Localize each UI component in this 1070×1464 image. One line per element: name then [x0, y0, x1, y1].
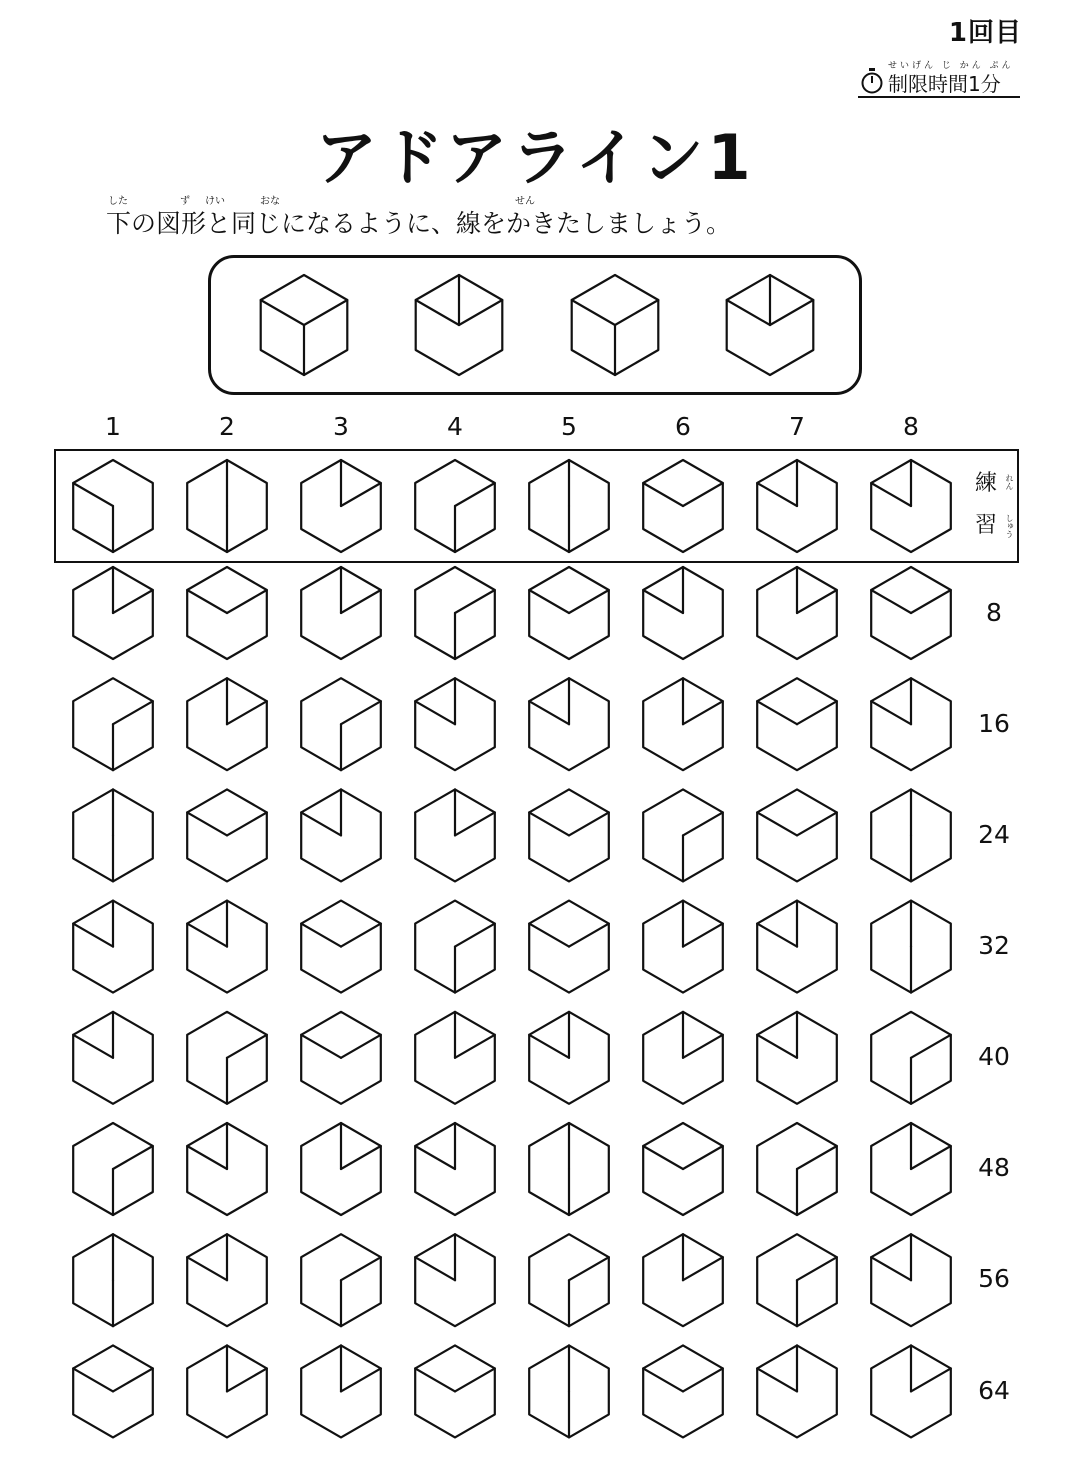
hexagon-line [113, 1146, 153, 1169]
problem-figure-r5-c2 [187, 1012, 267, 1104]
problem-figure-r2-c8 [871, 678, 951, 770]
hexagon-line [569, 812, 609, 835]
hexagon-line [227, 701, 267, 724]
ruby-shita: した [108, 196, 128, 207]
hexagon-line [341, 701, 381, 724]
problem-figure-r7-c8 [871, 1234, 951, 1326]
hexagon-line [572, 300, 615, 325]
hexagon-line [187, 924, 227, 947]
practice-figure-7 [757, 460, 837, 552]
hexagon-line [529, 924, 569, 947]
practice-figure-5 [529, 460, 609, 552]
problem-figure-r7-c5 [529, 1234, 609, 1326]
row-count-64: 64 [978, 1376, 1010, 1405]
hexagon-line [871, 701, 911, 724]
problem-figure-r6-c2 [187, 1123, 267, 1215]
hexagon-line [757, 701, 797, 724]
hexagon-line [261, 300, 304, 325]
practice-ruby-top: れん [1005, 474, 1014, 490]
problem-figure-r7-c2 [187, 1234, 267, 1326]
problem-figure-r3-c5 [529, 789, 609, 881]
hexagon-line [683, 1368, 723, 1391]
hexagon-line [415, 1257, 455, 1280]
ruby-zu: ず [180, 196, 190, 207]
hexagon-line [683, 812, 723, 835]
hexagon-line [113, 590, 153, 613]
problem-figure-r6-c3 [301, 1123, 381, 1215]
row-count-40: 40 [978, 1042, 1010, 1071]
example-figure-2 [416, 275, 503, 375]
problem-figure-r4-c6 [643, 901, 723, 993]
problem-figure-r6-c8 [871, 1123, 951, 1215]
problem-figure-r5-c5 [529, 1012, 609, 1104]
hexagon-line [797, 1146, 837, 1169]
column-label-6: 6 [675, 412, 691, 441]
hexagon-line [455, 590, 495, 613]
problem-figure-r1-c3 [301, 567, 381, 659]
hexagon-line [227, 590, 267, 613]
problem-figure-r8-c3 [301, 1345, 381, 1437]
problem-figure-r5-c3 [301, 1012, 381, 1104]
problem-figure-r5-c6 [643, 1012, 723, 1104]
problem-figure-r1-c2 [187, 567, 267, 659]
hexagon-line [455, 483, 495, 506]
practice-figure-2 [187, 460, 267, 552]
hexagon-line [113, 1368, 153, 1391]
row-count-32: 32 [978, 931, 1010, 960]
hexagon-line [643, 483, 683, 506]
hexagon-line [770, 300, 813, 325]
hexagon-line [529, 812, 569, 835]
hexagon-line [187, 1146, 227, 1169]
problem-figure-r2-c6 [643, 678, 723, 770]
column-label-2: 2 [219, 412, 235, 441]
hexagon-line [227, 812, 267, 835]
hexagon-line [341, 924, 381, 947]
problem-figure-r3-c4 [415, 789, 495, 881]
problem-figure-r4-c3 [301, 901, 381, 993]
problem-figure-r7-c7 [757, 1234, 837, 1326]
row-count-16: 16 [978, 709, 1010, 738]
hexagon-line [415, 1146, 455, 1169]
hexagon-line [871, 483, 911, 506]
problem-figure-r7-c3 [301, 1234, 381, 1326]
column-label-4: 4 [447, 412, 463, 441]
hexagon-line [304, 300, 347, 325]
problem-figure-r4-c8 [871, 901, 951, 993]
problem-figure-r6-c5 [529, 1123, 609, 1215]
hexagon-line [757, 924, 797, 947]
hexagon-line [643, 590, 683, 613]
hexagon-line [187, 812, 227, 835]
hexagon-line [683, 1257, 723, 1280]
ruby-kei: けい [205, 196, 225, 207]
problem-figure-r8-c5 [529, 1345, 609, 1437]
problem-figure-r6-c1 [73, 1123, 153, 1215]
hexagon-line [569, 1257, 609, 1280]
hexagon-line [455, 924, 495, 947]
hexagon-line [529, 1035, 569, 1058]
problem-figure-r8-c1 [73, 1345, 153, 1437]
hexagon-line [643, 1146, 683, 1169]
hexagon-line [797, 812, 837, 835]
hexagon-line [341, 483, 381, 506]
problem-figure-r2-c2 [187, 678, 267, 770]
hexagon-line [187, 590, 227, 613]
practice-label-top: 練 [975, 471, 998, 496]
hexagon-line [301, 924, 341, 947]
hexagon-line [757, 1035, 797, 1058]
problem-figure-r6-c7 [757, 1123, 837, 1215]
problem-figure-r1-c7 [757, 567, 837, 659]
hexagon-line [415, 1368, 455, 1391]
column-label-5: 5 [561, 412, 577, 441]
hexagon-line [455, 1368, 495, 1391]
ruby-sen: せん [515, 196, 535, 207]
hexagon-line [341, 590, 381, 613]
hexagon-line [569, 590, 609, 613]
hexagon-line [341, 1368, 381, 1391]
problem-figure-r4-c7 [757, 901, 837, 993]
row-count-24: 24 [978, 820, 1010, 849]
problem-figure-r5-c1 [73, 1012, 153, 1104]
hexagon-line [455, 812, 495, 835]
row-count-56: 56 [978, 1264, 1010, 1293]
hexagon-line [227, 1035, 267, 1058]
problem-figure-r8-c6 [643, 1345, 723, 1437]
practice-figure-1 [73, 460, 153, 552]
row-count-48: 48 [978, 1153, 1010, 1182]
hexagon-line [797, 590, 837, 613]
ruby-ona: おな [260, 196, 280, 207]
hexagon-line [187, 1257, 227, 1280]
problem-figure-r2-c3 [301, 678, 381, 770]
problem-figure-r2-c1 [73, 678, 153, 770]
hexagon-line [797, 1257, 837, 1280]
column-label-1: 1 [105, 412, 121, 441]
hexagon-line [757, 483, 797, 506]
problem-figure-r5-c7 [757, 1012, 837, 1104]
hexagon-line [797, 701, 837, 724]
problem-figure-r5-c8 [871, 1012, 951, 1104]
hexagon-line [73, 924, 113, 947]
problem-figure-r6-c6 [643, 1123, 723, 1215]
hexagon-line [415, 701, 455, 724]
problem-figure-r3-c6 [643, 789, 723, 881]
hexagon-line [341, 1257, 381, 1280]
hexagon-line [911, 1146, 951, 1169]
hexagon-line [227, 1368, 267, 1391]
hexagon-line [683, 701, 723, 724]
column-label-3: 3 [333, 412, 349, 441]
problem-figure-r3-c1 [73, 789, 153, 881]
example-figure-1 [261, 275, 348, 375]
problem-figure-r2-c7 [757, 678, 837, 770]
problem-figure-r3-c7 [757, 789, 837, 881]
problem-figure-r3-c3 [301, 789, 381, 881]
hexagon-line [683, 1035, 723, 1058]
problem-figure-r8-c2 [187, 1345, 267, 1437]
problem-figure-r7-c4 [415, 1234, 495, 1326]
hexagon-line [569, 924, 609, 947]
page-title: アドアライン1 [315, 121, 755, 194]
problem-figure-r6-c4 [415, 1123, 495, 1215]
hexagon-line [683, 924, 723, 947]
problem-figure-r1-c4 [415, 567, 495, 659]
problem-figure-r5-c4 [415, 1012, 495, 1104]
hexagon-line [529, 701, 569, 724]
problem-figure-r2-c5 [529, 678, 609, 770]
practice-figure-3 [301, 460, 381, 552]
hexagon-line [73, 483, 113, 506]
hexagon-line [757, 1368, 797, 1391]
hexagon-line [416, 300, 459, 325]
hexagon-line [871, 1257, 911, 1280]
problem-figure-r7-c6 [643, 1234, 723, 1326]
time-limit-ruby: せいげん じ かん ぷん [888, 61, 1014, 71]
practice-figure-8 [871, 460, 951, 552]
hexagon-line [911, 1368, 951, 1391]
problem-figure-r1-c5 [529, 567, 609, 659]
problem-figure-r3-c2 [187, 789, 267, 881]
hexagon-line [301, 812, 341, 835]
problem-figure-r1-c1 [73, 567, 153, 659]
column-label-7: 7 [789, 412, 805, 441]
problem-figure-r8-c8 [871, 1345, 951, 1437]
problem-figure-r3-c8 [871, 789, 951, 881]
practice-label-bottom: 習 [975, 513, 998, 538]
round-label: 1回目 [948, 18, 1022, 48]
hexagon-line [871, 590, 911, 613]
practice-figure-6 [643, 460, 723, 552]
problem-figure-r4-c1 [73, 901, 153, 993]
problem-figure-r4-c4 [415, 901, 495, 993]
instruction-text: 下の図形と同じになるように、線をかきたしましょう。 [106, 209, 732, 238]
hexagon-line [301, 1035, 341, 1058]
hexagon-line [683, 1146, 723, 1169]
hexagon-line [341, 1035, 381, 1058]
example-figure-4 [727, 275, 814, 375]
hexagon-line [113, 701, 153, 724]
hexagon-line [911, 590, 951, 613]
problem-figure-r4-c2 [187, 901, 267, 993]
hexagon-line [757, 812, 797, 835]
hexagon-line [455, 1035, 495, 1058]
time-limit-label: 制限時間1分 [888, 72, 1001, 96]
hexagon-line [643, 1368, 683, 1391]
problem-figure-r8-c4 [415, 1345, 495, 1437]
hexagon-line [73, 1368, 113, 1391]
problem-figure-r8-c7 [757, 1345, 837, 1437]
hexagon-line [911, 1035, 951, 1058]
problem-figure-r4-c5 [529, 901, 609, 993]
problem-figure-r7-c1 [73, 1234, 153, 1326]
row-count-8: 8 [986, 598, 1002, 627]
practice-figure-4 [415, 460, 495, 552]
problem-figure-r2-c4 [415, 678, 495, 770]
hexagon-line [459, 300, 502, 325]
hexagon-line [727, 300, 770, 325]
hexagon-line [615, 300, 658, 325]
problem-figure-r1-c6 [643, 567, 723, 659]
hexagon-line [683, 483, 723, 506]
hexagon-line [341, 1146, 381, 1169]
hexagon-line [73, 1035, 113, 1058]
hexagon-line [529, 590, 569, 613]
practice-ruby-bottom: しゅう [1005, 514, 1014, 538]
problem-figure-r1-c8 [871, 567, 951, 659]
example-figure-3 [572, 275, 659, 375]
column-label-8: 8 [903, 412, 919, 441]
